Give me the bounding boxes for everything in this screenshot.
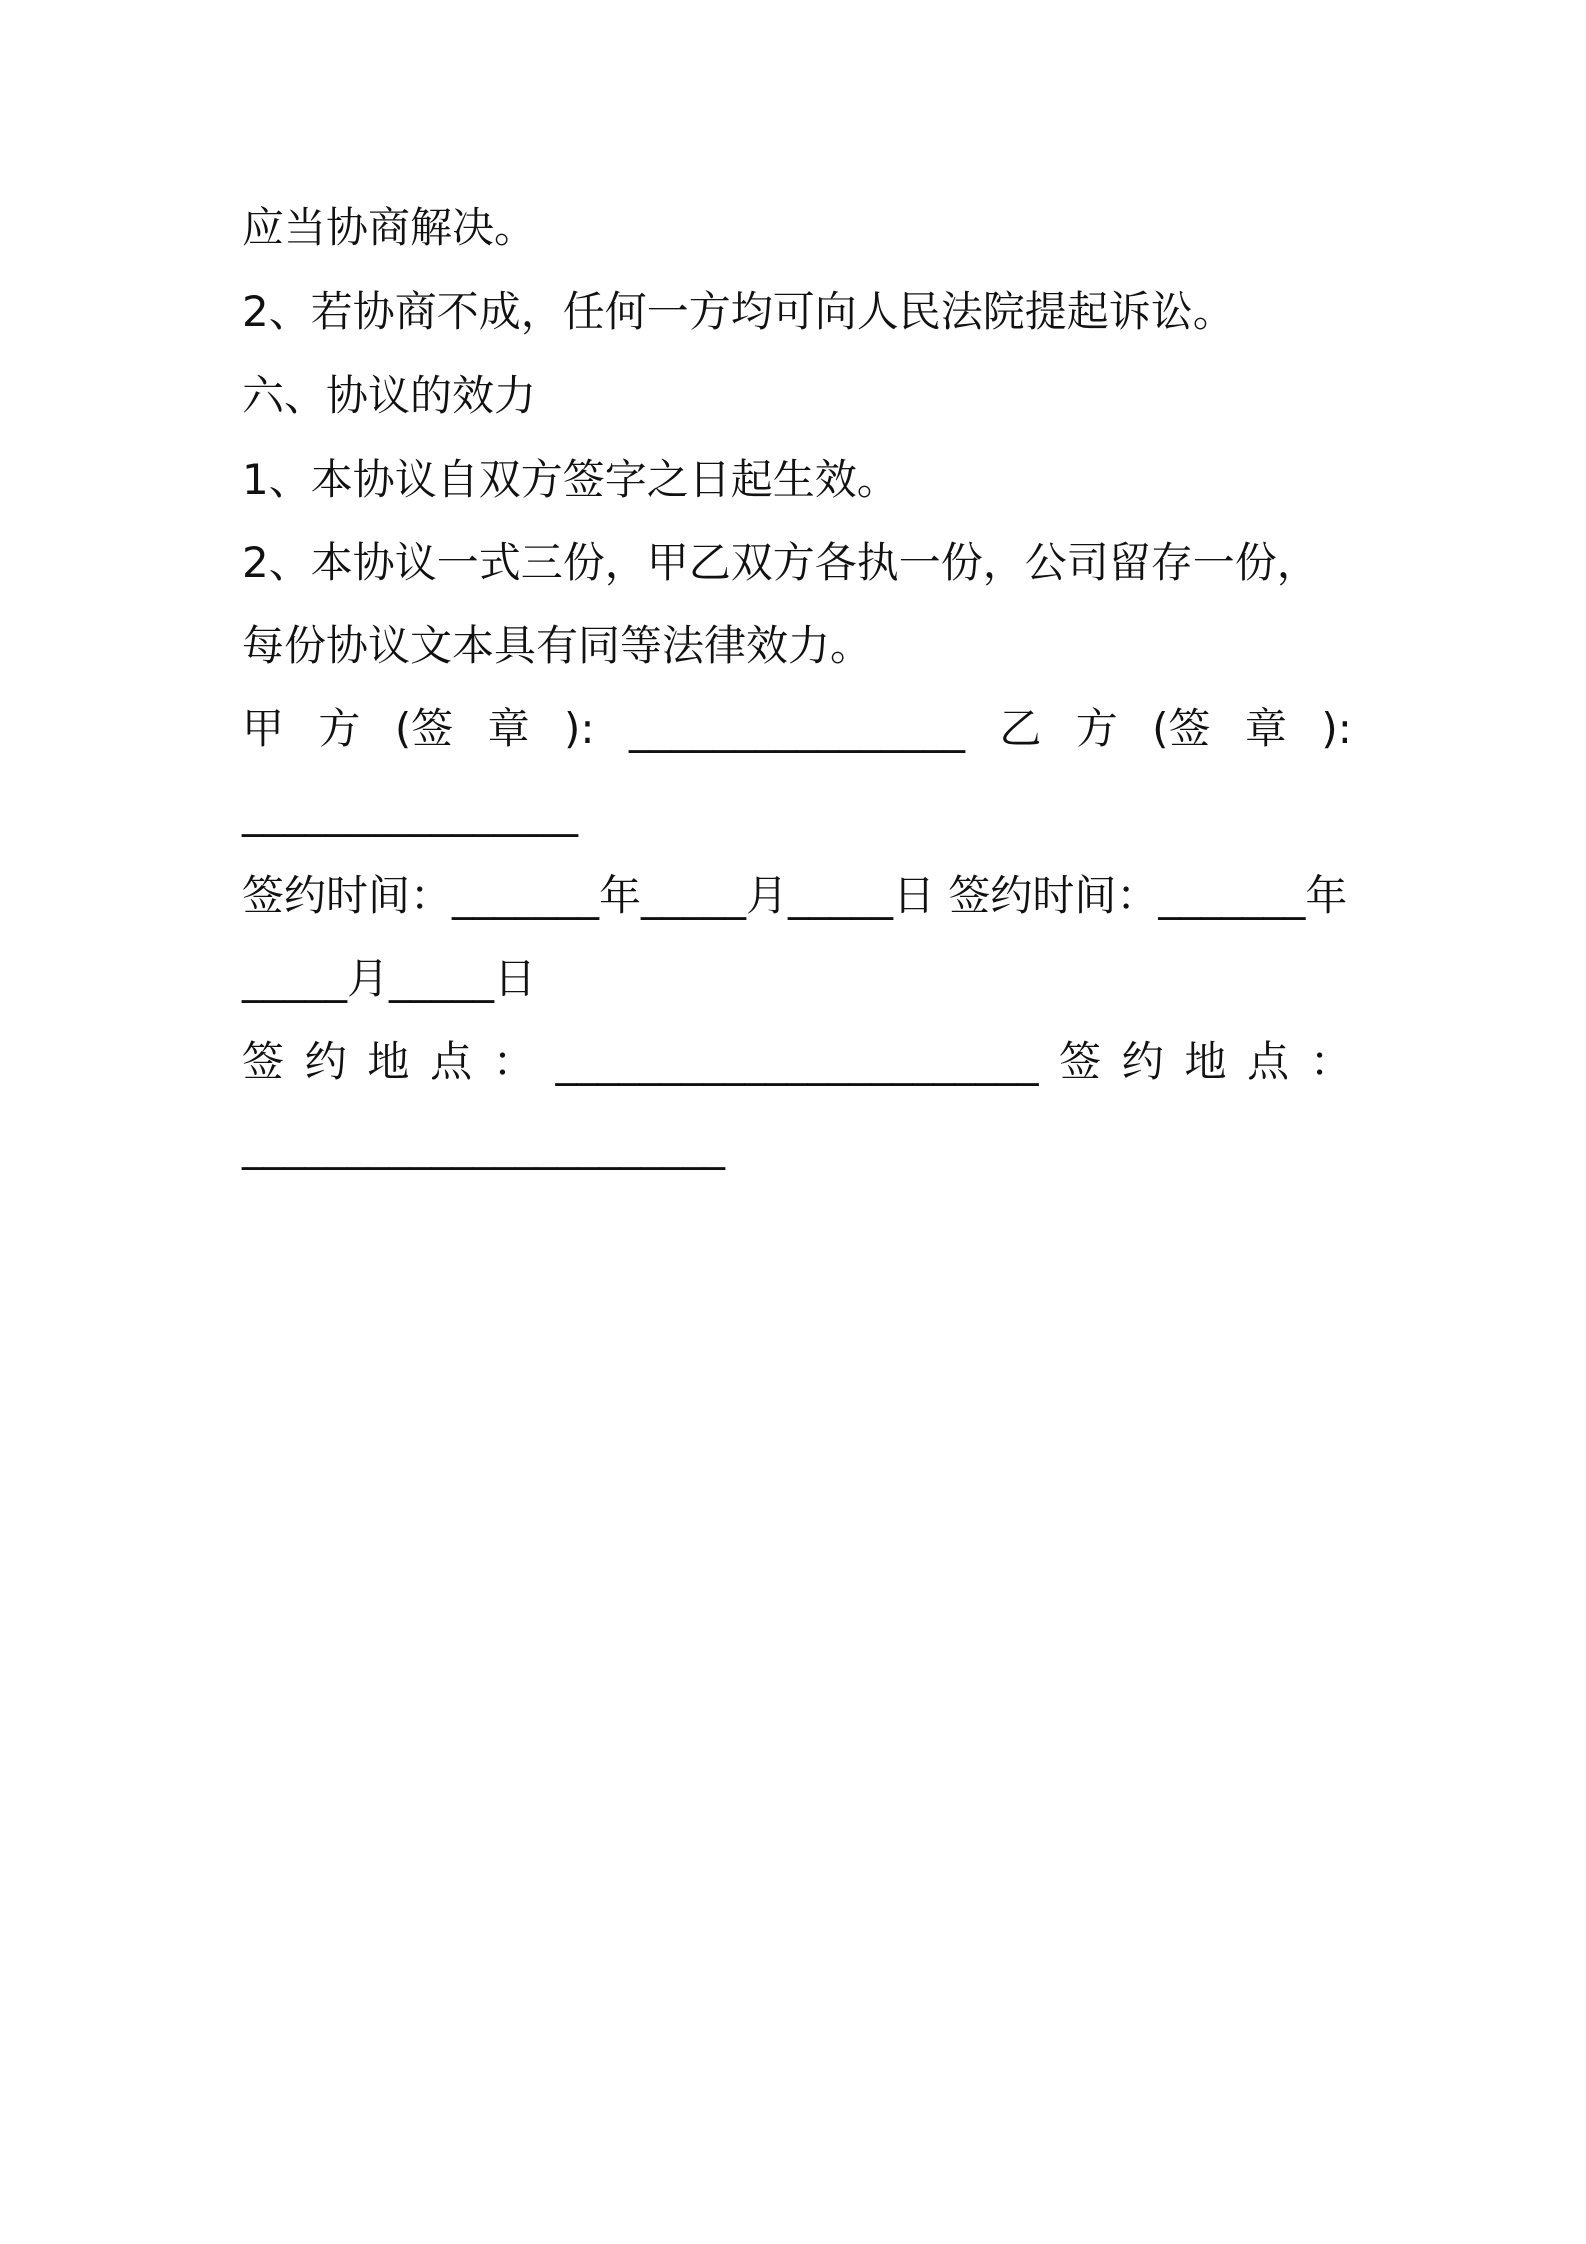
clause-2-text: 2、本协议一式三份，甲乙双方各执一份，公司留存一份，: [242, 538, 1319, 587]
place-label: 签: [242, 1037, 285, 1086]
party-a-label: 甲: [242, 704, 285, 753]
clause-2-continuation: 每份协议文本具有同等法律效力。: [242, 621, 873, 670]
seal-label: ):: [564, 704, 595, 753]
signing-date-row: 签约时间：_______年_____月_____日 签约时间：_______年: [242, 871, 1348, 920]
party-a-place-line: _______________________: [555, 1037, 1039, 1086]
place-label: 约: [1121, 1037, 1164, 1086]
place-label: ：: [1309, 1037, 1352, 1086]
party-a-signature-line: ________________: [628, 704, 965, 753]
seal-label: 章: [487, 704, 530, 753]
seal-label: (签: [394, 704, 454, 753]
clause-2-text: 2、若协商不成，任何一方均可向人民法院提起诉讼。: [242, 287, 1235, 336]
place-label: ：: [492, 1037, 535, 1086]
signing-place-row: [242, 1036, 1352, 1088]
party-a-label: 方: [318, 704, 361, 753]
place-label: 地: [1184, 1037, 1227, 1086]
place-label: 点: [430, 1037, 473, 1086]
party-b-place-line: _______________________: [242, 1121, 725, 1170]
party-b-label: 乙: [999, 704, 1042, 753]
paragraph-text: 应当协商解决。: [242, 203, 537, 252]
place-label: 地: [367, 1037, 410, 1086]
signing-date-continuation: _____月_____日: [242, 954, 537, 1003]
place-label: 签: [1059, 1037, 1102, 1086]
party-b-label: 方: [1075, 704, 1118, 753]
seal-label: (签: [1152, 704, 1211, 753]
place-label: 约: [304, 1037, 347, 1086]
signature-row: [242, 703, 1352, 755]
place-label: 点: [1247, 1037, 1290, 1086]
section-heading: 六、协议的效力: [242, 371, 537, 420]
seal-label: 章: [1244, 704, 1287, 753]
party-b-signature-line: ________________: [242, 788, 578, 837]
clause-1-text: 1、本协议自双方签字之日起生效。: [242, 455, 899, 504]
seal-label: ):: [1321, 704, 1352, 753]
